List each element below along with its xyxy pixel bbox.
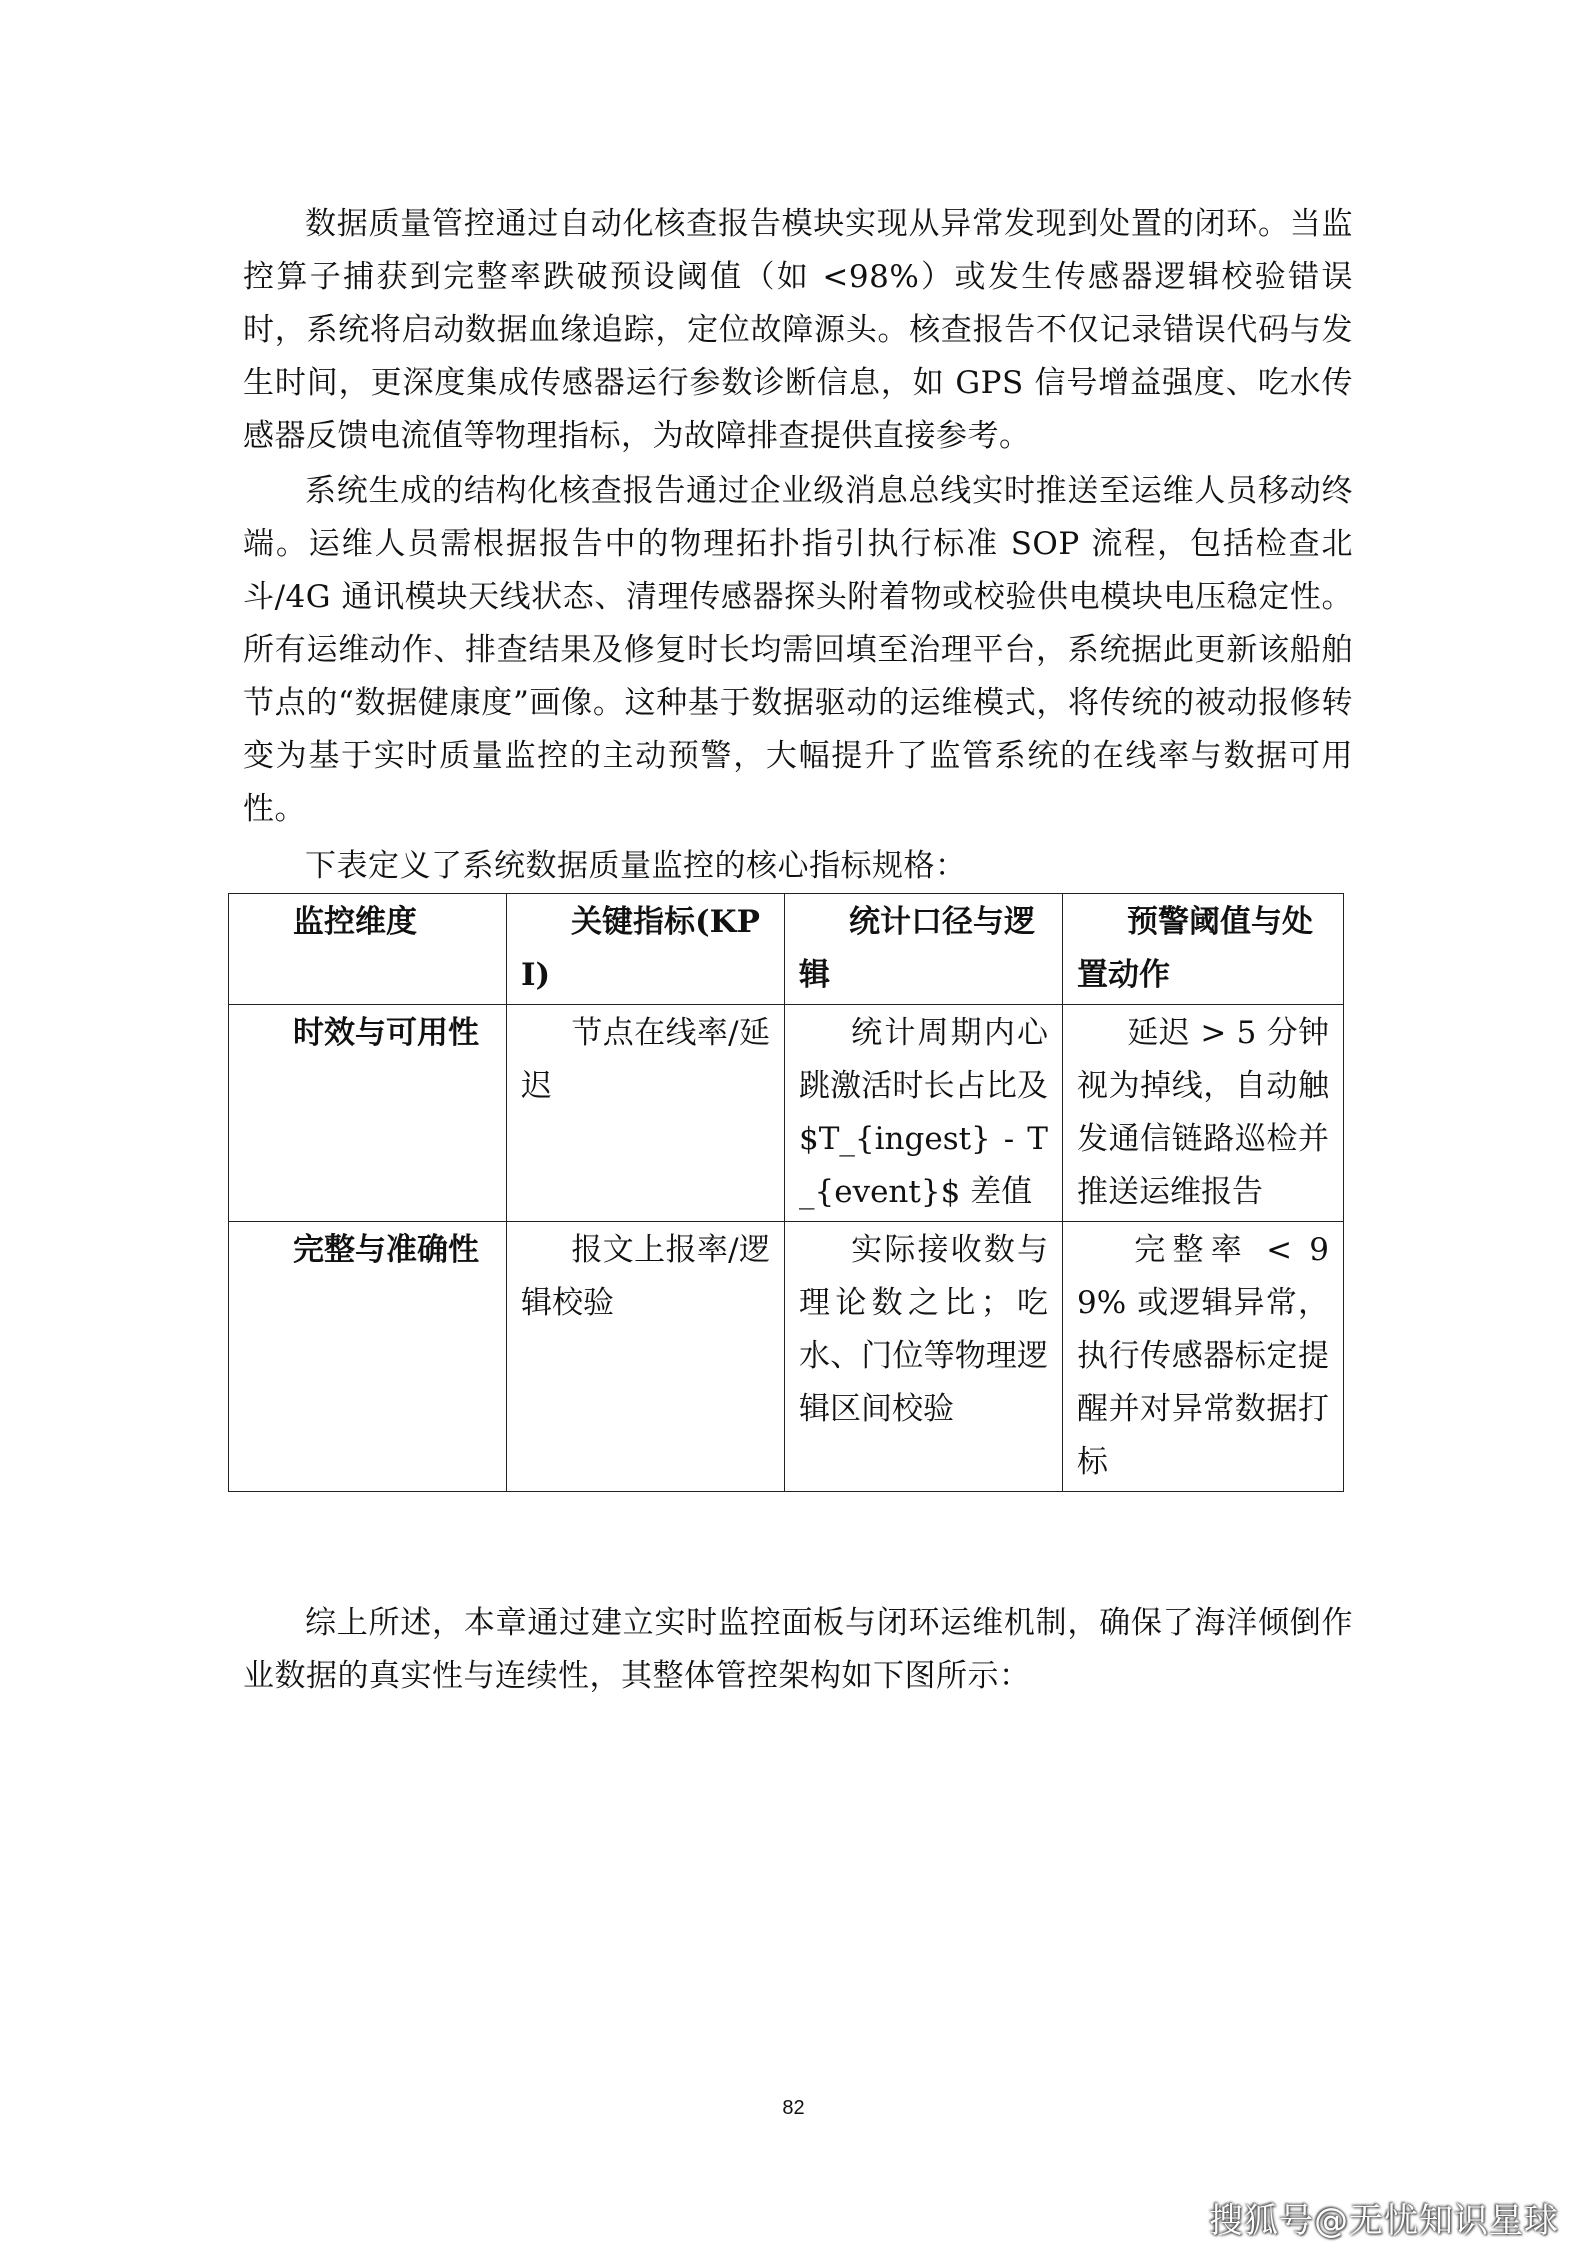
- page-number: 82: [782, 2097, 805, 2119]
- paragraph-2: 系统生成的结构化核查报告通过企业级消息总线实时推送至运维人员移动终端。运维人员需根据报告中的物理拓扑指引执行标准 SOP 流程，包括检查北斗/4G 通讯模块天线状态、清理传感器探头附着物或校验供电模块电压稳定性。所有运维动作、排查结果及修复时长均需回填至治理平台，系统据此更新该船舶节点的“数据健康度”画像。这种基于数据驱动的运维模式，将传统的被动报修转变为基于实时质量监控的主动预警，大幅提升了监管系统的在线率与数据可用性。: [243, 473, 1353, 827]
- table-header-cell: 监控维度: [229, 894, 507, 1005]
- kpi-table: [228, 893, 1344, 1492]
- table-cell: 统计周期内心跳激活时长占比及 $T_{ingest} - T_{event}$ 差值: [785, 1005, 1063, 1222]
- table-row: [229, 1005, 1344, 1222]
- table-cell: 时效与可用性: [229, 1005, 507, 1222]
- table-header-cell: 关键指标(KPI): [507, 894, 785, 1005]
- paragraph-4: 综上所述，本章通过建立实时监控面板与闭环运维机制，确保了海洋倾倒作业数据的真实性与连续性，其整体管控架构如下图所示：: [243, 1605, 1353, 1694]
- table-cell: 完整率 < 99% 或逻辑异常，执行传感器标定提醒并对异常数据打标: [1063, 1222, 1344, 1492]
- table-header-row: [229, 894, 1344, 1005]
- table-cell: 节点在线率/延迟: [507, 1005, 785, 1222]
- table-cell: 报文上报率/逻辑校验: [507, 1222, 785, 1492]
- paragraph-1: 数据质量管控通过自动化核查报告模块实现从异常发现到处置的闭环。当监控算子捕获到完整率跌破预设阈值（如 <98%）或发生传感器逻辑校验错误时，系统将启动数据血缘追踪，定位故障源头。核查报告不仅记录错误代码与发生时间，更深度集成传感器运行参数诊断信息，如 GPS 信号增益强度、吃水传感器反馈电流值等物理指标，为故障排查提供直接参考。: [243, 206, 1353, 454]
- table-cell: 完整与准确性: [229, 1222, 507, 1492]
- table-cell: 实际接收数与理论数之比；吃水、门位等物理逻辑区间校验: [785, 1222, 1063, 1492]
- watermark: 搜狐号@无忧知识星球: [1209, 2201, 1559, 2241]
- table-header-cell: 统计口径与逻辑: [785, 894, 1063, 1005]
- table-row: [229, 1222, 1344, 1492]
- table-intro-paragraph: 下表定义了系统数据质量监控的核心指标规格：: [305, 848, 967, 884]
- table-header-cell: 预警阈值与处置动作: [1063, 894, 1344, 1005]
- table-cell: 延迟 > 5 分钟视为掉线，自动触发通信链路巡检并推送运维报告: [1063, 1005, 1344, 1222]
